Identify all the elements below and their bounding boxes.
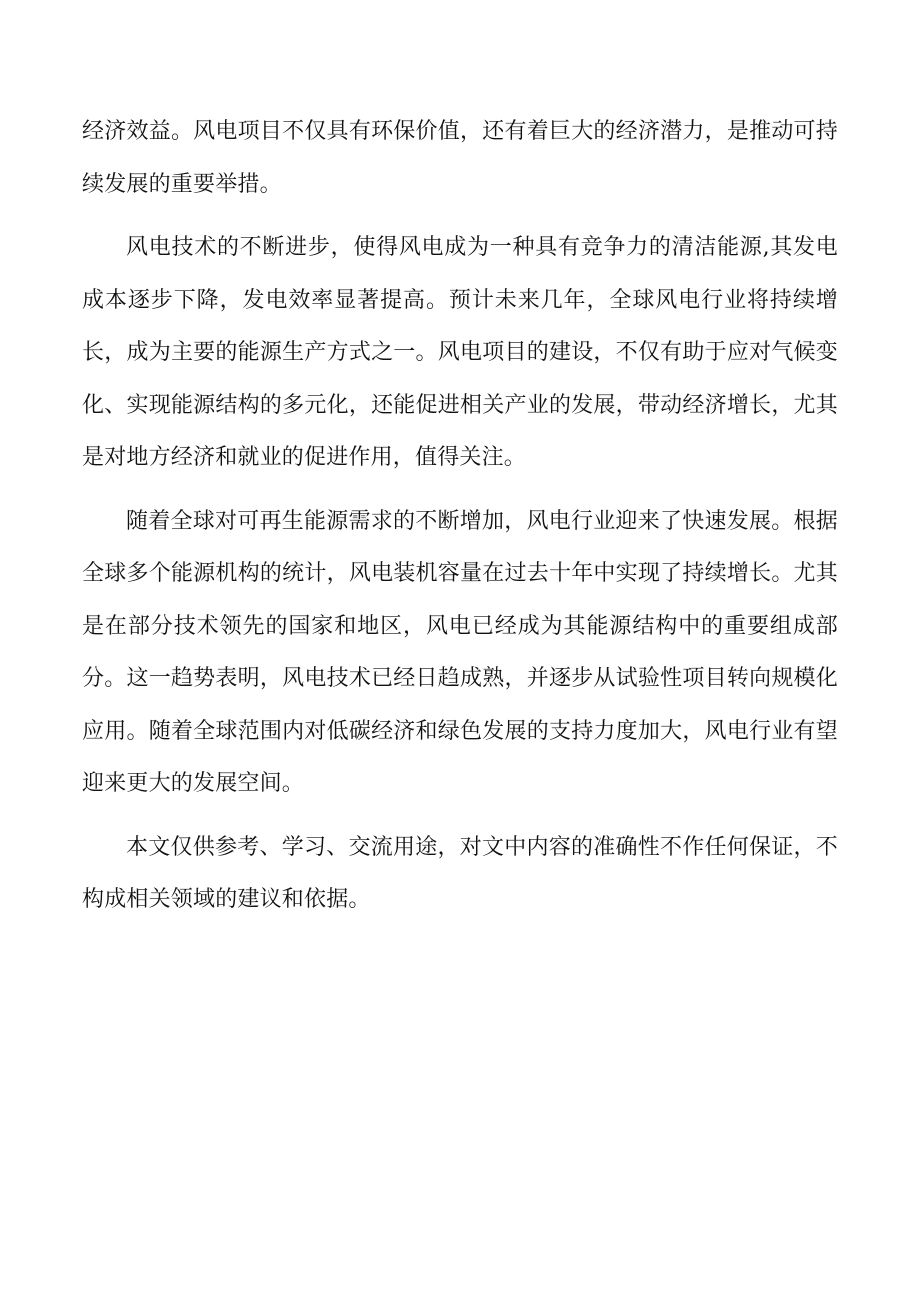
document-body [82, 106, 838, 927]
paragraph-economic-benefit: 经济效益。风电项目不仅具有环保价值，还有着巨大的经济潜力，是推动可持续发展的重要举措。 [82, 119, 838, 197]
paragraph-industry-growth: 随着全球对可再生能源需求的不断增加，风电行业迎来了快速发展。根据全球多个能源机构的统计，风电装机容量在过去十年中实现了持续增长。尤其是在部分技术领先的国家和地区，风电已经成为其能源结构中的重要组成部分。这一趋势表明，风电技术已经日趋成熟，并逐步从试验性项目转向规模化应用。随着全球范围内对低碳经济和绿色发展的支持力度加大，风电行业有望迎来更大的发展空间。 [82, 508, 838, 796]
paragraph-disclaimer: 本文仅供参考、学习、交流用途，对文中内容的准确性不作任何保证，不构成相关领域的建议和依据。 [82, 834, 838, 912]
paragraph-technology-progress: 风电技术的不断进步，使得风电成为一种具有竞争力的清洁能源,其发电成本逐步下降，发电效率显著提高。预计未来几年，全球风电行业将持续增长，成为主要的能源生产方式之一。风电项目的建设，不仅有助于应对气候变化、实现能源结构的多元化，还能促进相关产业的发展，带动经济增长，尤其是对地方经济和就业的促进作用，值得关注。 [82, 235, 838, 470]
